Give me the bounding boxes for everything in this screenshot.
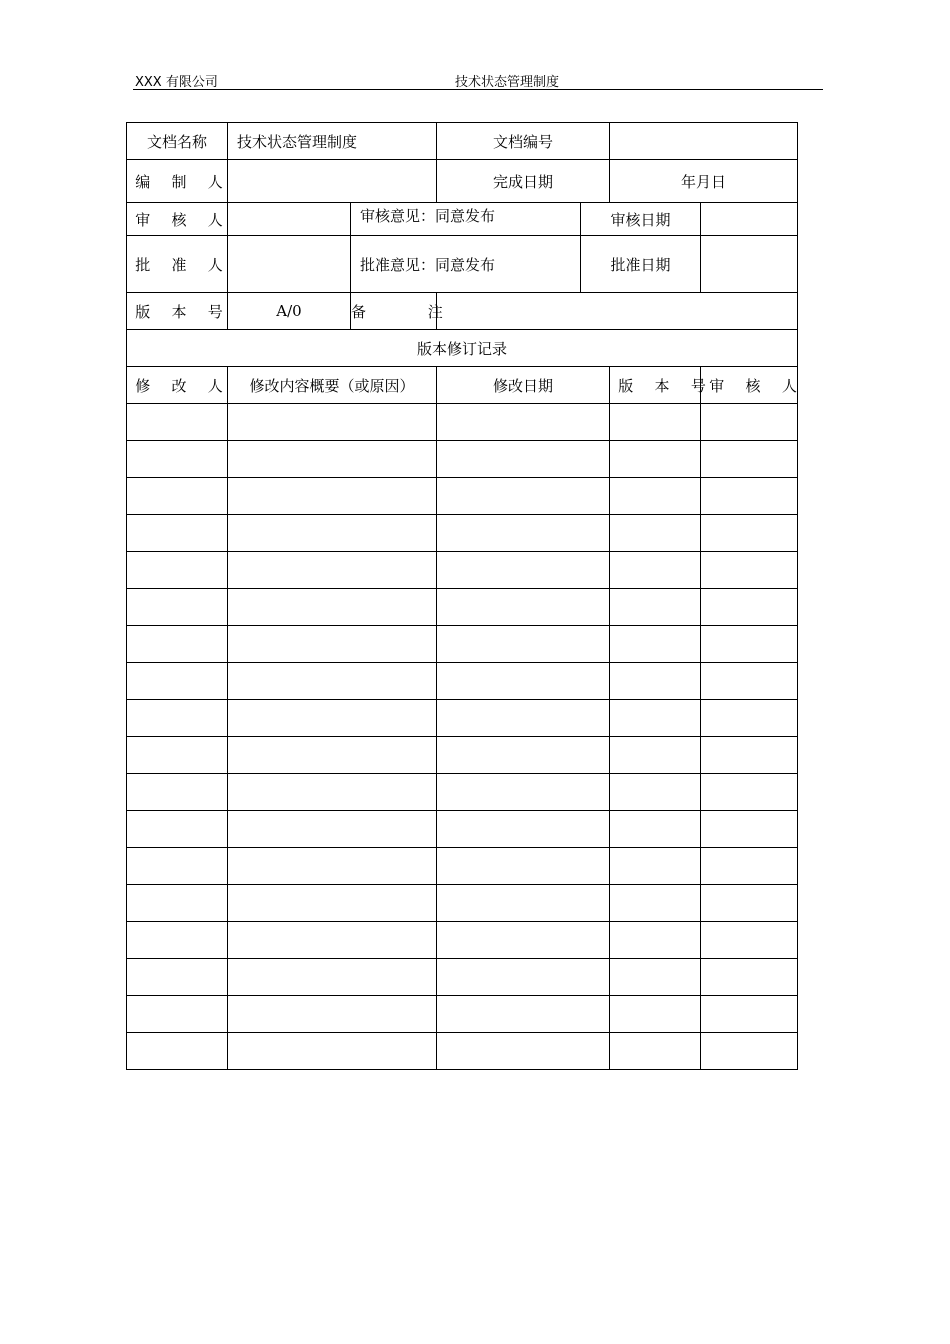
complete-date-label: 完成日期	[437, 160, 610, 203]
column-header-modifier: 修 改 人	[127, 367, 228, 404]
revision-modifier-cell[interactable]	[127, 959, 228, 996]
revision-version-cell[interactable]	[610, 959, 701, 996]
revision-date-cell[interactable]	[437, 441, 610, 478]
revision-row	[127, 663, 798, 700]
page-header	[133, 70, 823, 90]
revision-summary-cell[interactable]	[228, 848, 437, 885]
revision-summary-cell[interactable]	[228, 552, 437, 589]
revision-reviewer-cell[interactable]	[701, 700, 798, 737]
revision-row	[127, 552, 798, 589]
doc-number-label: 文档编号	[437, 123, 610, 160]
revision-reviewer-cell[interactable]	[701, 552, 798, 589]
complete-date-value[interactable]: 年月日	[610, 160, 798, 203]
revision-date-cell[interactable]	[437, 996, 610, 1033]
revision-reviewer-cell[interactable]	[701, 663, 798, 700]
revision-modifier-cell[interactable]	[127, 811, 228, 848]
reviewer-value[interactable]	[228, 203, 351, 236]
revision-version-cell[interactable]	[610, 626, 701, 663]
doc-name-label: 文档名称	[127, 123, 228, 160]
revision-modifier-cell[interactable]	[127, 589, 228, 626]
revision-date-cell[interactable]	[437, 737, 610, 774]
revision-reviewer-cell[interactable]	[701, 589, 798, 626]
author-label: 编 制 人	[127, 160, 228, 203]
info-section	[127, 123, 798, 367]
revision-reviewer-cell[interactable]	[701, 441, 798, 478]
revision-version-cell[interactable]	[610, 737, 701, 774]
revision-modifier-cell[interactable]	[127, 774, 228, 811]
revision-summary-cell[interactable]	[228, 478, 437, 515]
revision-reviewer-cell[interactable]	[701, 774, 798, 811]
revision-modifier-cell[interactable]	[127, 996, 228, 1033]
revision-row	[127, 922, 798, 959]
doc-name-value[interactable]: 技术状态管理制度	[228, 123, 437, 160]
document-info-table	[126, 122, 806, 1070]
revision-reviewer-cell[interactable]	[701, 626, 798, 663]
revision-date-cell[interactable]	[437, 848, 610, 885]
reviewer-label: 审 核 人	[127, 203, 228, 236]
revision-summary-cell[interactable]	[228, 811, 437, 848]
revision-date-cell[interactable]	[437, 774, 610, 811]
revision-modifier-cell[interactable]	[127, 478, 228, 515]
revision-record-section	[127, 367, 806, 1070]
company-name: XXX 有限公司	[135, 75, 218, 90]
revision-date-cell[interactable]	[437, 1033, 610, 1070]
revision-row	[127, 848, 798, 885]
revision-date-cell[interactable]	[437, 885, 610, 922]
revision-reviewer-cell[interactable]	[701, 1033, 798, 1070]
revision-version-cell[interactable]	[610, 589, 701, 626]
revision-modifier-cell[interactable]	[127, 441, 228, 478]
revision-modifier-cell[interactable]	[127, 626, 228, 663]
revision-summary-cell[interactable]	[228, 996, 437, 1033]
revision-row	[127, 737, 798, 774]
remark-value[interactable]	[437, 293, 798, 330]
revision-summary-cell[interactable]	[228, 515, 437, 552]
revision-version-cell[interactable]	[610, 996, 701, 1033]
revision-version-cell[interactable]	[610, 441, 701, 478]
revision-date-cell[interactable]	[437, 404, 610, 441]
revision-reviewer-cell[interactable]	[701, 996, 798, 1033]
approve-opinion[interactable]: 批准意见：同意发布	[351, 236, 581, 293]
revision-date-cell[interactable]	[437, 811, 610, 848]
approve-date-value[interactable]	[701, 236, 798, 293]
document-header-title: 技术状态管理制度	[455, 75, 560, 90]
revision-summary-cell[interactable]	[228, 1033, 437, 1070]
revision-row	[127, 515, 798, 552]
revision-reviewer-cell[interactable]	[701, 737, 798, 774]
review-opinion[interactable]: 审核意见：同意发布	[351, 203, 581, 236]
revision-row	[127, 959, 798, 996]
review-date-value[interactable]	[701, 203, 798, 236]
revision-row	[127, 441, 798, 478]
revision-row	[127, 404, 798, 441]
revision-row	[127, 774, 798, 811]
review-date-label: 审核日期	[581, 203, 701, 236]
revision-date-cell[interactable]	[437, 478, 610, 515]
revision-reviewer-cell[interactable]	[701, 848, 798, 885]
revision-modifier-cell[interactable]	[127, 848, 228, 885]
revision-row	[127, 885, 798, 922]
revision-version-cell[interactable]	[610, 1033, 701, 1070]
revision-date-cell[interactable]	[437, 959, 610, 996]
revision-date-cell[interactable]	[437, 922, 610, 959]
revision-date-cell[interactable]	[437, 589, 610, 626]
revision-reviewer-cell[interactable]	[701, 922, 798, 959]
revision-version-cell[interactable]	[610, 552, 701, 589]
revision-version-cell[interactable]	[610, 922, 701, 959]
revision-summary-cell[interactable]	[228, 404, 437, 441]
approver-label: 批 准 人	[127, 236, 228, 293]
revision-date-cell[interactable]	[437, 626, 610, 663]
revision-version-cell[interactable]	[610, 774, 701, 811]
revision-reviewer-cell[interactable]	[701, 478, 798, 515]
revision-reviewer-cell[interactable]	[701, 959, 798, 996]
revision-reviewer-cell[interactable]	[701, 515, 798, 552]
revision-reviewer-cell[interactable]	[701, 885, 798, 922]
column-header-reviewer: 审 核 人	[701, 367, 798, 404]
revision-version-cell[interactable]	[610, 700, 701, 737]
revision-version-cell[interactable]	[610, 515, 701, 552]
author-value[interactable]	[228, 160, 437, 203]
remark-label: 备 注	[351, 293, 437, 330]
revision-modifier-cell[interactable]	[127, 922, 228, 959]
revision-version-cell[interactable]	[610, 404, 701, 441]
version-value[interactable]: A/0	[228, 293, 351, 330]
revision-modifier-cell[interactable]	[127, 885, 228, 922]
revision-reviewer-cell[interactable]	[701, 404, 798, 441]
revision-version-cell[interactable]	[610, 848, 701, 885]
revision-version-cell[interactable]	[610, 478, 701, 515]
column-header-date: 修改日期	[437, 367, 610, 404]
doc-number-value[interactable]	[610, 123, 798, 160]
approver-value[interactable]	[228, 236, 351, 293]
revision-summary-cell[interactable]	[228, 885, 437, 922]
revision-summary-cell[interactable]	[228, 774, 437, 811]
column-header-version: 版 本 号	[610, 367, 701, 404]
revision-row	[127, 478, 798, 515]
revision-date-cell[interactable]	[437, 663, 610, 700]
revision-summary-cell[interactable]	[228, 663, 437, 700]
revision-reviewer-cell[interactable]	[701, 811, 798, 848]
column-header-summary: 修改内容概要（或原因）	[228, 367, 437, 404]
revision-summary-cell[interactable]	[228, 700, 437, 737]
version-label: 版 本 号	[127, 293, 228, 330]
revision-summary-cell[interactable]	[228, 959, 437, 996]
revision-modifier-cell[interactable]	[127, 515, 228, 552]
revision-summary-cell[interactable]	[228, 626, 437, 663]
revision-date-cell[interactable]	[437, 515, 610, 552]
revision-version-cell[interactable]	[610, 885, 701, 922]
revision-row	[127, 700, 798, 737]
revision-summary-cell[interactable]	[228, 589, 437, 626]
revision-date-cell[interactable]	[437, 700, 610, 737]
revision-modifier-cell[interactable]	[127, 700, 228, 737]
revision-row	[127, 996, 798, 1033]
revision-modifier-cell[interactable]	[127, 552, 228, 589]
revision-row	[127, 1033, 798, 1070]
revision-modifier-cell[interactable]	[127, 737, 228, 774]
revision-version-cell[interactable]	[610, 811, 701, 848]
revision-row	[127, 589, 798, 626]
revision-modifier-cell[interactable]	[127, 663, 228, 700]
revision-modifier-cell[interactable]	[127, 1033, 228, 1070]
revision-summary-cell[interactable]	[228, 922, 437, 959]
revision-modifier-cell[interactable]	[127, 404, 228, 441]
revision-row	[127, 811, 798, 848]
approve-date-label: 批准日期	[581, 236, 701, 293]
revision-summary-cell[interactable]	[228, 737, 437, 774]
revision-row	[127, 626, 798, 663]
revision-summary-cell[interactable]	[228, 441, 437, 478]
revision-header-row	[127, 367, 798, 404]
revision-version-cell[interactable]	[610, 663, 701, 700]
revision-date-cell[interactable]	[437, 552, 610, 589]
revision-section-title: 版本修订记录	[127, 330, 798, 367]
